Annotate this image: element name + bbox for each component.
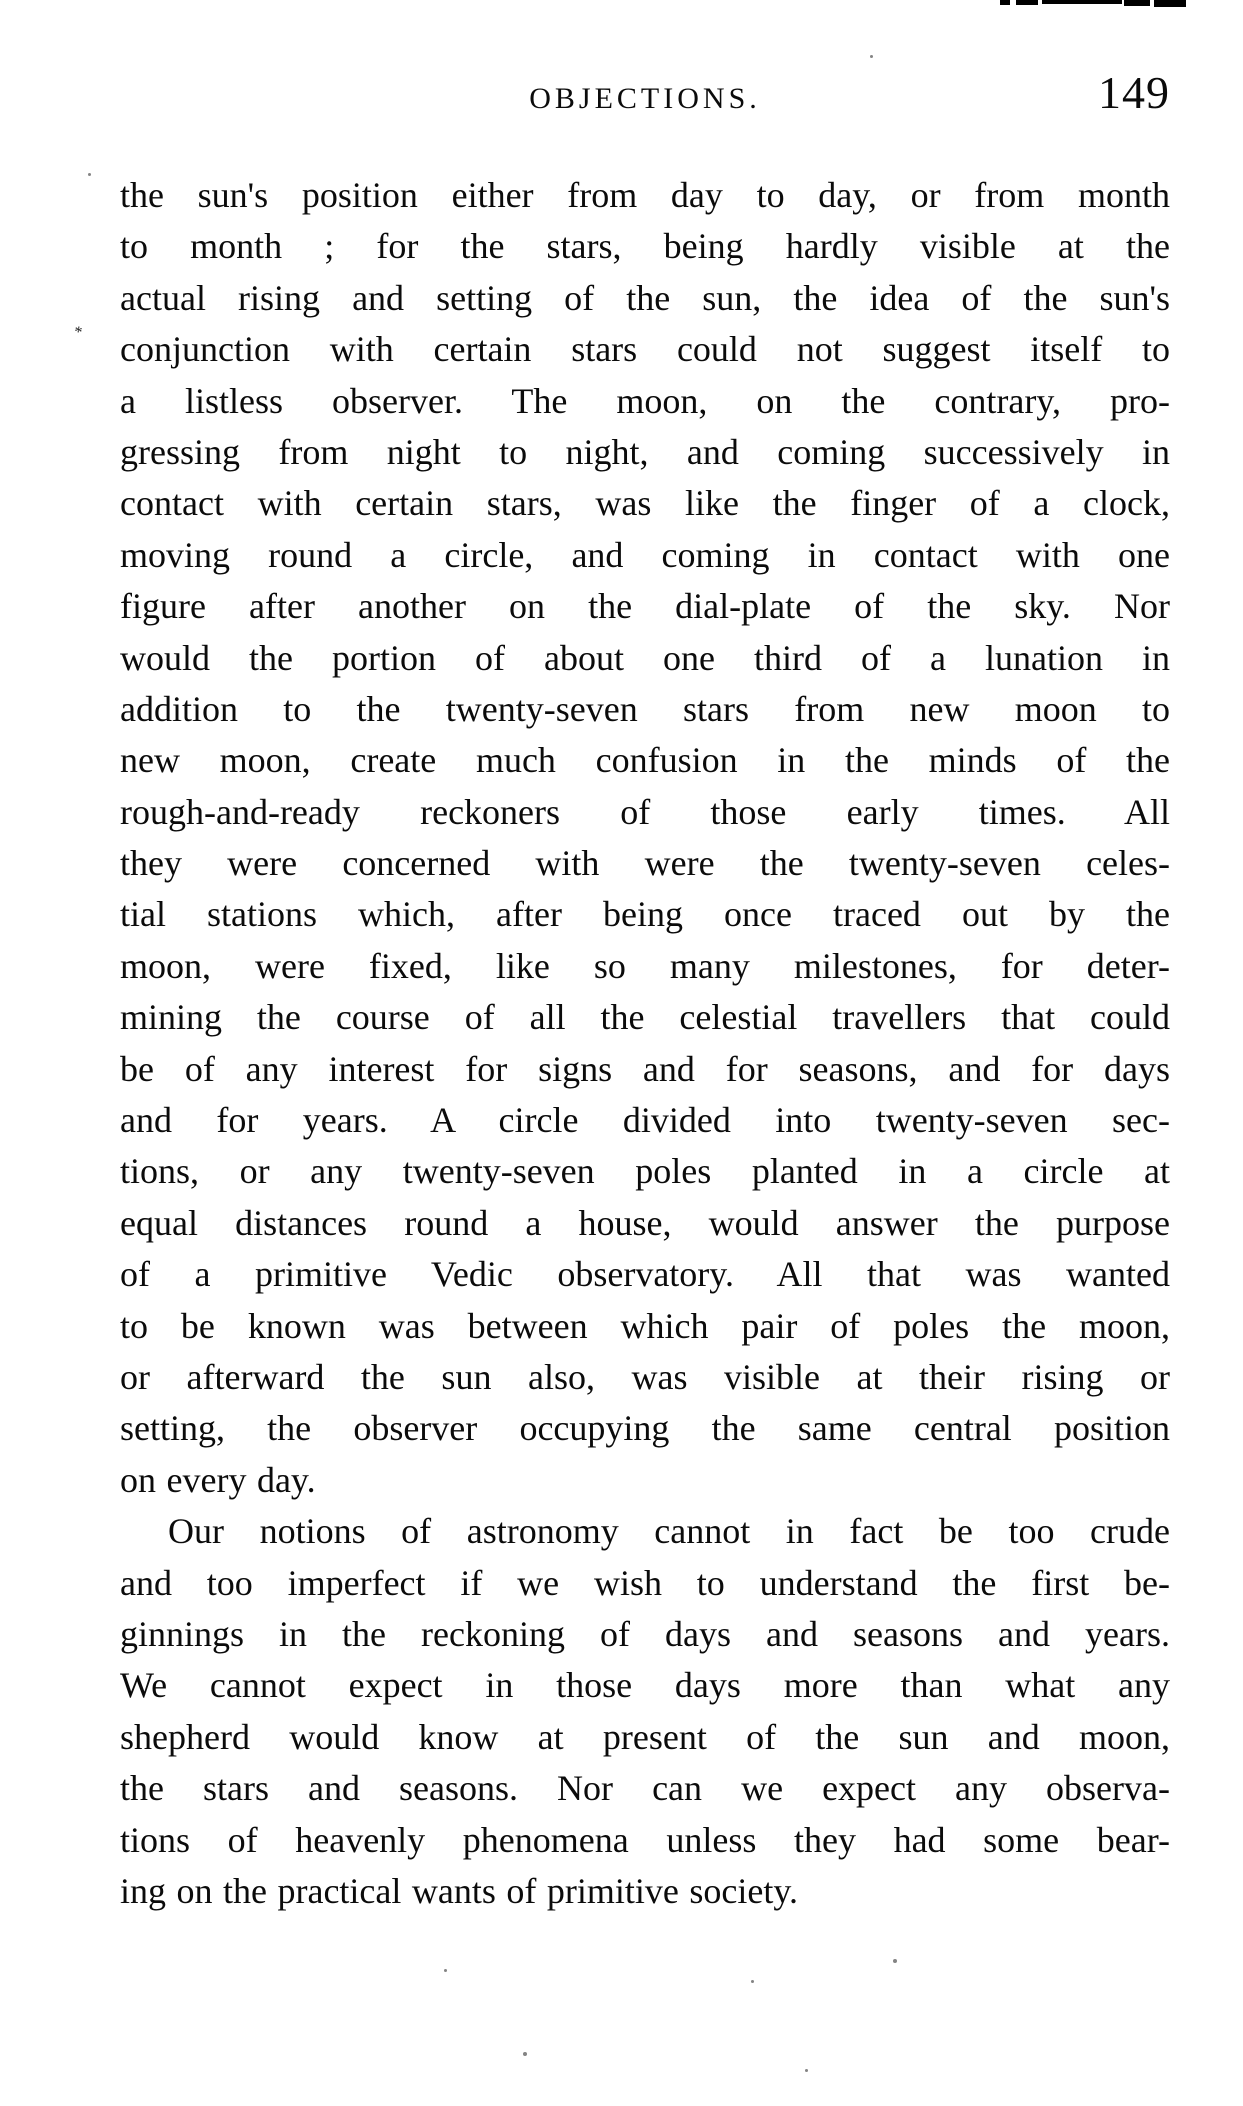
text-line: equal distances round a house, would answer the purpose bbox=[120, 1202, 1170, 1243]
text-line: a listless observer. The moon, on the contrary, pro- bbox=[120, 380, 1170, 421]
scan-speck bbox=[751, 1980, 754, 1983]
scan-speck bbox=[444, 1969, 447, 1972]
text-line: and too imperfect if we wish to understand the first be- bbox=[120, 1562, 1170, 1603]
text-line: ginnings in the reckoning of days and seasons and years. bbox=[120, 1613, 1170, 1654]
text-line: to month ; for the stars, being hardly visible at the bbox=[120, 226, 1170, 267]
scan-speck bbox=[870, 55, 873, 58]
text-line: rough-and-ready reckoners of those early times. All bbox=[120, 791, 1170, 832]
scan-edge-dash bbox=[1124, 0, 1150, 6]
text-line: conjunction with certain stars could not suggest itself to bbox=[120, 329, 1170, 370]
text-line: the stars and seasons. Nor can we expect any observa- bbox=[120, 1768, 1170, 1809]
text-line: tions, or any twenty-seven poles planted in a circle at bbox=[120, 1151, 1170, 1192]
scan-edge-dash bbox=[1016, 0, 1038, 5]
scan-speck bbox=[523, 2052, 527, 2056]
text-line: or afterward the sun also, was visible at their rising or bbox=[120, 1356, 1170, 1397]
text-line: addition to the twenty-seven stars from new moon to bbox=[120, 688, 1170, 729]
text-line: gressing from night to night, and coming successively in bbox=[120, 431, 1170, 472]
text-line: moving round a circle, and coming in contact with one bbox=[120, 534, 1170, 575]
scan-edge-dash bbox=[1042, 0, 1122, 4]
scan-speck bbox=[805, 2069, 808, 2072]
text-line: setting, the observer occupying the same central position bbox=[120, 1408, 1170, 1449]
text-line: the sun's position either from day to day, or from month bbox=[120, 175, 1170, 215]
text-line: would the portion of about one third of a lunation in bbox=[120, 637, 1170, 678]
scan-speck bbox=[88, 173, 91, 176]
text-line: new moon, create much confusion in the minds of the bbox=[120, 740, 1170, 781]
text-line: contact with certain stars, was like the finger of a clock, bbox=[120, 483, 1170, 524]
page-number: 149 bbox=[1098, 67, 1170, 118]
scan-speck bbox=[893, 1959, 897, 1963]
running-head: OBJECTIONS. bbox=[529, 82, 761, 115]
text-line: on every day. bbox=[120, 1459, 316, 1500]
text-line: mining the course of all the celestial travellers that could bbox=[120, 997, 1170, 1038]
text-line: We cannot expect in those days more than what any bbox=[120, 1665, 1170, 1706]
text-line: ing on the practical wants of primitive society. bbox=[120, 1870, 798, 1911]
text-line: Our notions of astronomy cannot in fact be too crude bbox=[168, 1511, 1170, 1552]
text-line: tions of heavenly phenomena unless they had some bear- bbox=[120, 1819, 1170, 1860]
text-line: shepherd would know at present of the sun and moon, bbox=[120, 1716, 1170, 1757]
margin-mark: * bbox=[72, 323, 84, 342]
text-line: moon, were fixed, like so many milestones, for deter- bbox=[120, 945, 1170, 986]
scan-edge-dash bbox=[1000, 0, 1010, 5]
text-line: figure after another on the dial-plate of the sky. Nor bbox=[120, 586, 1170, 627]
text-block bbox=[120, 170, 1170, 1917]
text-line: they were concerned with were the twenty-seven celes- bbox=[120, 843, 1170, 884]
text-line: be of any interest for signs and for seasons, and for days bbox=[120, 1048, 1170, 1089]
scan-edge-dash bbox=[1154, 0, 1186, 7]
scan-edge-artifact bbox=[1000, 0, 1190, 8]
text-line: to be known was between which pair of poles the moon, bbox=[120, 1305, 1170, 1346]
text-line: of a primitive Vedic observatory. All that was wanted bbox=[120, 1254, 1170, 1295]
text-line: actual rising and setting of the sun, the idea of the sun's bbox=[120, 277, 1170, 318]
text-line: tial stations which, after being once traced out by the bbox=[120, 894, 1170, 935]
text-line: and for years. A circle divided into twenty-seven sec- bbox=[120, 1100, 1170, 1141]
